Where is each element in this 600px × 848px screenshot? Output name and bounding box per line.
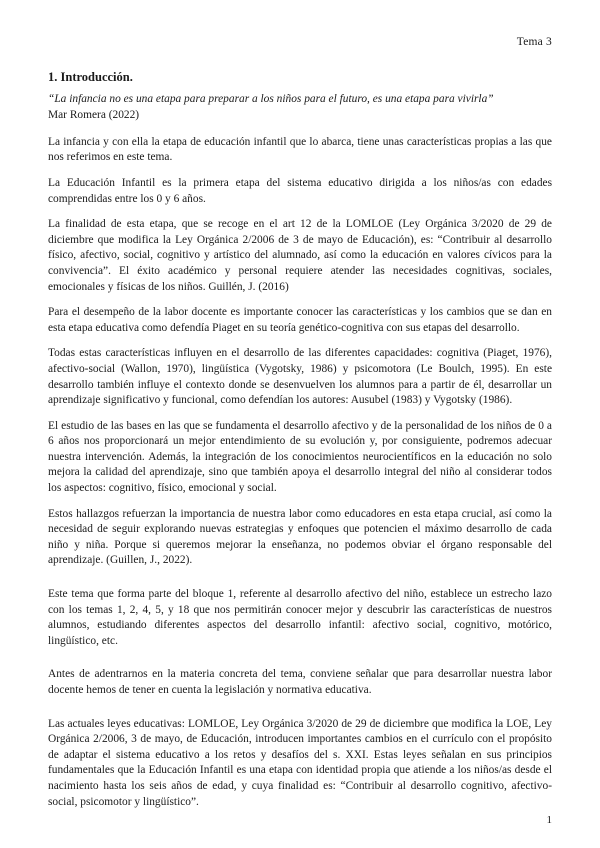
running-header: Tema 3 [516,36,552,48]
paragraph: El estudio de las bases en las que se fundamenta el desarrollo afectivo y de la personalidad de los niños de 0 a 6 años nos proporcionará un mejor entendimiento de su evolución y, por consiguiente, podremos adecuar nuestra intervención. Además, la integración de los conocimientos neurocientíficos en la educación no solo mejora la calidad del aprendizaje, sino que también apoya el desarrollo integral del niño al considerar todos los aspectos: cognitivo, físico, emocional y social. [48,419,552,495]
page-number: 1 [546,814,552,826]
epigraph-quote: “La infancia no es una etapa para preparar a los niños para el futuro, es una etapa para vivirla” [48,92,494,105]
paragraph: Las actuales leyes educativas: LOMLOE, Ley Orgánica 3/2020 de 29 de diciembre que modifica la LOE, Ley Orgánica 2/2006, 3 de mayo, de Educación, introducen importantes cambios en el currículo con el propósito de adaptar el sistema educativo a los retos y desafíos del s. XXI. Estas leyes señalan en sus principios fundamentales que la Educación Infantil es una etapa con identidad propia que atiende a los niños/as desde el nacimiento hasta los seis años de edad, y cuya finalidad es: “Contribuir al desarrollo cognitivo, afectivo-social, psicomotor y lingüístico”. [48,717,552,808]
epigraph-author: Mar Romera (2022) [48,109,140,122]
paragraph: La finalidad de esta etapa, que se recoge en el art 12 de la LOMLOE (Ley Orgánica 3/2020 de 29 de diciembre que modifica la Ley Orgánica 2/2006 de 3 de mayo de Educación), es: “Contribuir al desarrollo físico, afectivo, social, cognitivo y artístico del alumnado, así como la educación en valores cívicos para la convivencia”. El éxito académico y personal requiere atender las necesidades cognitivas, sociales, emocionales y físicas de los niños. Guillén, J. (2016) [48,218,552,293]
paragraph: La infancia y con ella la etapa de educación infantil que lo abarca, tiene unas características propias a las que nos referimos en este tema. [48,135,552,164]
paragraph: Antes de adentrarnos en la materia concreta del tema, conviene señalar que para desarrollar nuestra labor docente hemos de tener en cuenta la legislación y normativa educativa. [48,668,552,696]
paragraph: Para el desempeño de la labor docente es importante conocer las características y los cambios que se dan en esta etapa educativa como defendía Piaget en su teoría genético-cognitiva con sus etapas del desarrollo. [48,306,552,334]
document-body [48,70,552,820]
paragraph: La Educación Infantil es la primera etapa del sistema educativo dirigida a los niños/as con edades comprendidas entre los 0 y 6 años. [48,176,552,205]
paragraph: Todas estas características influyen en el desarrollo de las diferentes capacidades: cognitiva (Piaget, 1976), afectivo-social (Wallon, 1970), lingüística (Vygotsky, 1986) y psicomotora (Le Boulch, 1995). En este desarrollo también influye el contexto donde se desenvuelven los alumnos para a partir de él, desarrollar un aprendizaje significativo y funcional, como defendían los autores: Ausubel (1983) y Vygotsky (1986). [48,347,552,407]
paragraph: Este tema que forma parte del bloque 1, referente al desarrollo afectivo del niño, establece un estrecho lazo con los temas 1, 2, 4, 5, y 18 que nos permitirán conocer mejor y descubrir las características de nuestros alumnos, estudiando diferentes aspectos del desarrollo infantil: afectivo social, cognitivo, motórico, lingüístico, etc. [48,588,552,647]
paragraph: Estos hallazgos refuerzan la importancia de nuestra labor como educadores en esta etapa crucial, así como la necesidad de seguir explorando nuevas estrategias y enfoques que potencien el máximo desarrollo de cada niño y niña. Porque si queremos mejorar la enseñanza, no podemos obviar el órgano responsable del aprendizaje. (Guillen, J., 2022). [48,507,552,567]
section-title: 1. Introducción. [48,70,133,84]
